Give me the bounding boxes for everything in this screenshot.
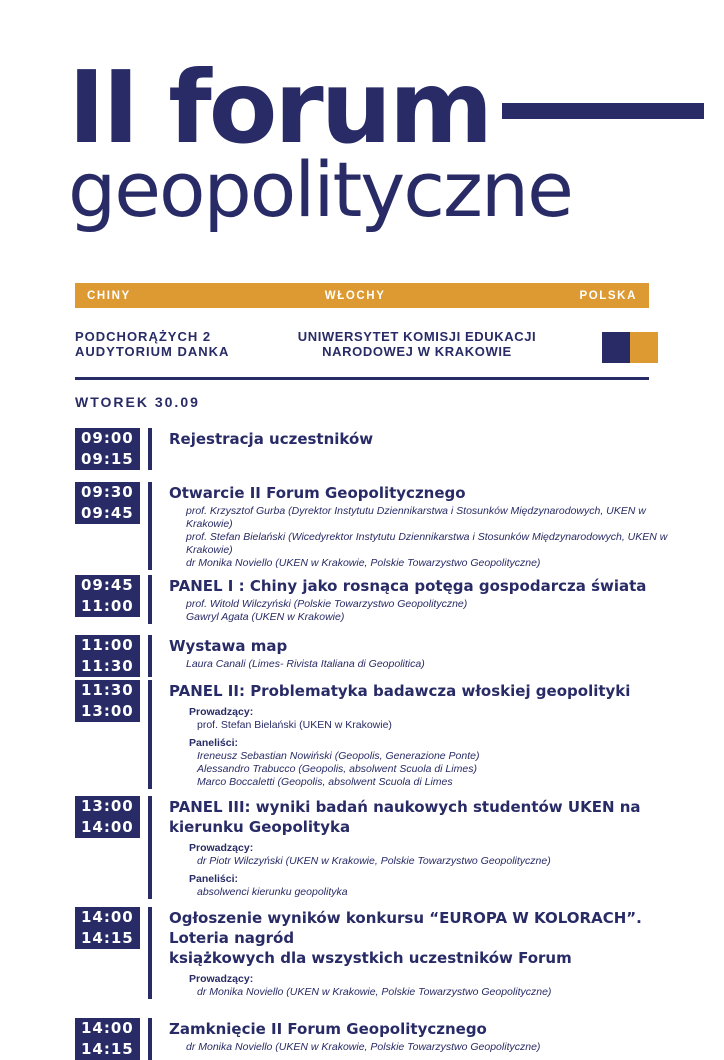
row-lines — [169, 842, 695, 899]
schedule-line: prof. Stefan Bielański (Wicedyrektor Instytutu Dziennikarstwa i Stosunków Międzynarodowych, UKEN w Krakowie) — [186, 531, 668, 556]
row-title: Rejestracja uczestników — [169, 430, 374, 448]
country-label-wlochy: WŁOCHY — [324, 289, 386, 302]
time-badge — [75, 796, 148, 838]
time-end: 14:15 — [75, 928, 140, 949]
country-label-chiny: CHINY — [87, 289, 131, 302]
time-end: 09:45 — [75, 503, 140, 524]
schedule-line: dr Piotr Wilczyński (UKEN w Krakowie, Polskie Towarzystwo Geopolityczne) — [197, 855, 551, 867]
time-end: 09:15 — [75, 449, 140, 470]
schedule-line: Alessandro Trabucco (Geopolis, absolwent Scuola di Limes) — [197, 763, 477, 775]
schedule-row — [75, 482, 695, 570]
time-start: 09:45 — [75, 575, 140, 596]
schedule-line: prof. Stefan Bielański (UKEN w Krakowie) — [197, 719, 392, 731]
row-separator-bar — [148, 635, 152, 677]
schedule-line: Marco Boccaletti (Geopolis, absolwent Scuola di Limes — [197, 776, 453, 788]
row-content — [169, 680, 695, 789]
schedule-row — [75, 907, 695, 999]
schedule-row — [75, 635, 695, 677]
time-end: 14:15 — [75, 1039, 140, 1060]
schedule-line: Laura Canali (Limes- Rivista Italiana di Geopolitica) — [186, 658, 425, 670]
row-content — [169, 428, 695, 451]
title-dash — [502, 103, 704, 119]
schedule-line: Gawryl Agata (UKEN w Krakowie) — [186, 611, 345, 623]
time-badge — [75, 680, 148, 722]
time-badge — [75, 575, 148, 617]
schedule-row — [75, 1018, 695, 1060]
row-separator-bar — [148, 482, 152, 570]
row-lines — [169, 973, 695, 999]
row-content — [169, 796, 695, 899]
logo-navy-square — [602, 332, 630, 363]
row-lines — [169, 706, 695, 789]
time-start: 09:00 — [75, 428, 140, 449]
row-separator-bar — [148, 1018, 152, 1060]
date-header: WTOREK 30.09 — [75, 394, 200, 410]
venue-line2: AUDYTORIUM DANKA — [75, 343, 230, 359]
time-start: 11:30 — [75, 680, 140, 701]
university-name — [252, 330, 582, 359]
row-content — [169, 907, 695, 999]
time-end: 14:00 — [75, 817, 140, 838]
schedule-line: dr Monika Noviello (UKEN w Krakowie, Polskie Towarzystwo Geopolityczne) — [186, 557, 541, 569]
time-start: 14:00 — [75, 1018, 140, 1039]
schedule-row — [75, 680, 695, 789]
row-content — [169, 575, 695, 624]
row-content — [169, 1018, 695, 1054]
time-badge — [75, 635, 148, 677]
venue-address — [75, 330, 229, 359]
time-badge — [75, 482, 148, 524]
time-end: 11:30 — [75, 656, 140, 677]
schedule-row — [75, 796, 695, 899]
time-end: 13:00 — [75, 701, 140, 722]
row-separator-bar — [148, 428, 152, 470]
row-title: PANEL I : Chiny jako rosnąca potęga gospodarcza świata — [169, 577, 647, 595]
time-start: 13:00 — [75, 796, 140, 817]
row-content — [169, 635, 695, 671]
schedule-row — [75, 575, 695, 624]
university-line2: NARODOWEJ W KRAKOWIE — [322, 343, 512, 359]
row-content — [169, 482, 695, 570]
row-title: PANEL II: Problematyka badawcza włoskiej geopolityki — [169, 682, 631, 700]
poster-title-line2: geopolityczne — [68, 145, 572, 234]
university-line1: UNIWERSYTET KOMISJI EDUKACJI — [297, 329, 537, 344]
schedule-line: dr Monika Noviello (UKEN w Krakowie, Polskie Towarzystwo Geopolityczne) — [197, 986, 552, 998]
row-title: Otwarcie II Forum Geopolitycznego — [169, 484, 466, 502]
row-title: PANEL III: wyniki badań naukowych studentów UKEN na kierunku Geopolityka — [169, 798, 641, 836]
schedule-line: Prowadzący: — [189, 973, 254, 985]
row-separator-bar — [148, 796, 152, 899]
header-divider-rule — [75, 377, 649, 380]
schedule-line: dr Monika Noviello (UKEN w Krakowie, Polskie Towarzystwo Geopolityczne) — [186, 1041, 541, 1053]
time-badge — [75, 1018, 148, 1060]
two-squares-logo — [602, 332, 658, 363]
row-separator-bar — [148, 575, 152, 624]
schedule-line: Paneliści: — [189, 873, 239, 885]
country-band — [75, 283, 649, 308]
schedule-line: Ireneusz Sebastian Nowiński (Geopolis, Generazione Ponte) — [197, 750, 480, 762]
time-start: 09:30 — [75, 482, 140, 503]
venue-line1: PODCHORĄŻYCH 2 — [75, 329, 212, 344]
schedule-list — [75, 428, 695, 1060]
row-title: Zamknięcie II Forum Geopolitycznego — [169, 1020, 487, 1038]
time-start: 14:00 — [75, 907, 140, 928]
time-start: 11:00 — [75, 635, 140, 656]
time-end: 11:00 — [75, 596, 140, 617]
row-separator-bar — [148, 680, 152, 789]
poster-title-text: II forum — [68, 49, 491, 166]
logo-orange-square — [630, 332, 658, 363]
time-badge — [75, 907, 148, 949]
schedule-line: absolwenci kierunku geopolityka — [197, 886, 348, 898]
row-lines — [169, 1041, 695, 1054]
schedule-line: prof. Krzysztof Gurba (Dyrektor Instytutu Dziennikarstwa i Stosunków Międzynarodowych, UKEN w Krakowie) — [186, 505, 646, 530]
schedule-line: Prowadzący: — [189, 842, 254, 854]
schedule-line: prof. Witold Wilczyński (Polskie Towarzystwo Geopolityczne) — [186, 598, 468, 610]
row-separator-bar — [148, 907, 152, 999]
schedule-line: Paneliści: — [189, 737, 239, 749]
country-label-polska: POLSKA — [579, 289, 637, 302]
row-title-line2: książkowych dla wszystkich uczestników Forum — [169, 949, 572, 967]
schedule-row — [75, 428, 695, 470]
time-badge — [75, 428, 148, 470]
row-title: Ogłoszenie wyników konkursu “EUROPA W KOLORACH”. Loteria nagród książkowych dla wszystkich uczestników Forum — [169, 908, 695, 968]
row-title: Wystawa map — [169, 637, 288, 655]
schedule-line: Prowadzący: — [189, 706, 254, 718]
row-lines — [169, 658, 695, 671]
row-lines — [169, 505, 695, 570]
row-lines — [169, 598, 695, 624]
